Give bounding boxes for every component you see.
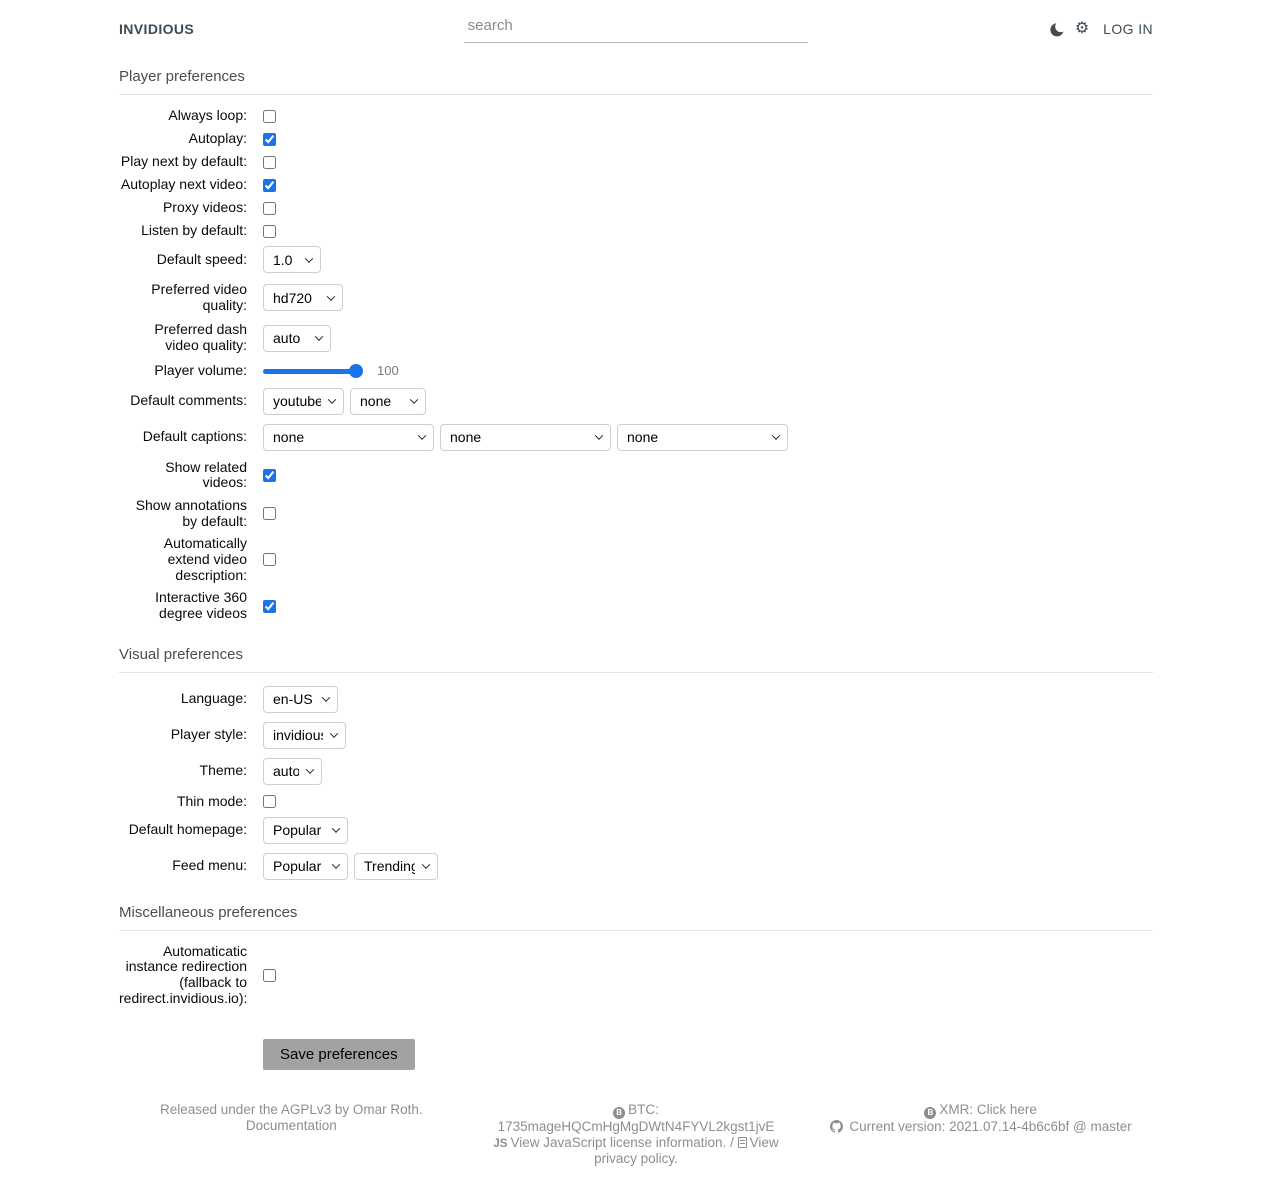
default-homepage-label: Default homepage:	[128, 821, 247, 838]
preferences-form	[119, 68, 1153, 1070]
javascript-icon: JS	[493, 1137, 508, 1150]
version-link[interactable]: Current version: 2021.07.14-4b6c6bf @ master	[849, 1119, 1132, 1135]
gear-icon: ⚙	[1074, 20, 1090, 37]
dash-quality-select[interactable]	[263, 325, 331, 352]
autoplay-row	[119, 131, 1153, 147]
autoplay-next-label: Autoplay next video:	[120, 176, 247, 193]
vr-mode-row	[119, 590, 1153, 621]
default-captions-select-3[interactable]	[617, 424, 788, 451]
feed-menu-select-2[interactable]	[354, 853, 438, 880]
feed-menu-select-1[interactable]	[263, 853, 348, 880]
theme-label: Theme:	[199, 762, 247, 779]
vr-mode-checkbox[interactable]	[263, 600, 276, 613]
thin-mode-checkbox[interactable]	[263, 795, 276, 808]
dash-quality-row	[119, 322, 1153, 353]
github-icon	[830, 1121, 847, 1136]
navbar-search-area	[464, 15, 809, 43]
proxy-videos-label: Proxy videos:	[162, 199, 247, 216]
autoplay-checkbox[interactable]	[263, 133, 276, 146]
default-speed-select[interactable]	[263, 246, 321, 273]
navbar-brand-area	[119, 21, 464, 37]
listen-default-row	[119, 223, 1153, 239]
document-icon	[738, 1137, 747, 1148]
always-loop-row	[119, 108, 1153, 124]
dark-mode-toggle[interactable]	[1050, 22, 1065, 37]
default-homepage-select[interactable]	[263, 817, 348, 844]
default-comments-row	[119, 388, 1153, 415]
language-row	[119, 686, 1153, 713]
bitcoin-icon: B	[613, 1107, 625, 1119]
theme-select[interactable]	[263, 758, 322, 785]
language-select[interactable]	[263, 686, 338, 713]
btc-address: BTC: 1735mageHQCmHgMgDWtN4FYVL2kgst1jvE	[497, 1102, 775, 1135]
listen-default-label: Listen by default:	[141, 222, 247, 239]
footer-version-column	[808, 1102, 1153, 1166]
language-label: Language:	[180, 690, 247, 707]
player-volume-value: 100	[377, 363, 399, 379]
slider-track	[263, 369, 363, 374]
annotations-checkbox[interactable]	[263, 507, 276, 520]
player-volume-slider[interactable]	[263, 364, 363, 378]
auto-redirect-label: Automaticatic instance redirection (fallback to redirect.invidious.io):	[119, 942, 248, 1006]
footer-donate-column	[464, 1102, 809, 1166]
documentation-link[interactable]: Documentation	[245, 1117, 337, 1133]
default-comments-select-1[interactable]	[263, 388, 344, 415]
auto-redirect-row	[119, 944, 1153, 1007]
always-loop-label: Always loop:	[168, 107, 247, 124]
js-license-link[interactable]: View JavaScript license information.	[510, 1134, 727, 1150]
feed-menu-label: Feed menu:	[172, 857, 247, 874]
related-videos-label: Show related videos:	[165, 458, 247, 491]
default-captions-select-2[interactable]	[440, 424, 611, 451]
listen-default-checkbox[interactable]	[263, 225, 276, 238]
default-captions-label: Default captions:	[142, 428, 247, 445]
monero-icon: B	[924, 1107, 936, 1119]
license-text: Released under the AGPLv3 by Omar Roth.	[160, 1102, 423, 1118]
default-comments-select-2[interactable]	[350, 388, 426, 415]
vr-mode-label: Interactive 360 degree videos	[155, 589, 247, 622]
brand-link[interactable]: INVIDIOUS	[119, 21, 195, 37]
autoplay-next-checkbox[interactable]	[263, 179, 276, 192]
top-navbar	[119, 0, 1153, 44]
extend-description-checkbox[interactable]	[263, 553, 276, 566]
related-videos-checkbox[interactable]	[263, 469, 276, 482]
play-next-row	[119, 154, 1153, 170]
player-volume-label: Player volume:	[154, 361, 247, 378]
theme-row	[119, 758, 1153, 785]
always-loop-checkbox[interactable]	[263, 110, 276, 123]
page	[119, 0, 1153, 1190]
search-input[interactable]	[464, 15, 809, 43]
annotations-label: Show annotations by default:	[135, 497, 247, 529]
default-homepage-row	[119, 817, 1153, 844]
default-speed-row	[119, 246, 1153, 273]
visual-preferences-heading: Visual preferences	[119, 646, 1153, 673]
dash-quality-label: Preferred dash video quality:	[154, 321, 247, 354]
related-videos-row	[119, 460, 1153, 491]
xmr-link[interactable]: XMR: Click here	[939, 1102, 1037, 1118]
moon-icon	[1050, 22, 1065, 37]
save-preferences-button[interactable]: Save preferences	[263, 1039, 415, 1070]
video-quality-select[interactable]	[263, 284, 343, 311]
misc-preferences-heading: Miscellaneous preferences	[119, 904, 1153, 931]
player-style-label: Player style:	[170, 726, 247, 743]
login-link[interactable]: LOG IN	[1103, 21, 1154, 37]
default-comments-label: Default comments:	[130, 392, 247, 409]
autoplay-label: Autoplay:	[188, 130, 247, 147]
extend-description-row	[119, 536, 1153, 583]
video-quality-label: Preferred video quality:	[151, 281, 247, 313]
preferences-link[interactable]	[1075, 21, 1089, 37]
play-next-checkbox[interactable]	[263, 156, 276, 169]
player-style-row	[119, 722, 1153, 749]
player-volume-row	[119, 363, 1153, 379]
slider-thumb[interactable]	[349, 364, 363, 378]
feed-menu-row	[119, 853, 1153, 880]
navbar-user-area	[808, 21, 1153, 37]
play-next-label: Play next by default:	[120, 153, 247, 170]
proxy-videos-row	[119, 200, 1153, 216]
annotations-row	[119, 498, 1153, 529]
footer-separator: /	[726, 1134, 738, 1150]
thin-mode-row	[119, 794, 1153, 810]
default-captions-select-1[interactable]	[263, 424, 434, 451]
page-footer	[119, 1102, 1153, 1190]
default-captions-row	[119, 424, 1153, 451]
default-speed-label: Default speed:	[156, 250, 247, 267]
proxy-videos-checkbox[interactable]	[263, 202, 276, 215]
video-quality-row	[119, 282, 1153, 313]
player-preferences-heading: Player preferences	[119, 68, 1153, 95]
footer-license-column	[119, 1102, 464, 1166]
extend-description-label: Automatically extend video description:	[163, 535, 247, 583]
auto-redirect-checkbox[interactable]	[263, 969, 276, 982]
autoplay-next-row	[119, 177, 1153, 193]
thin-mode-label: Thin mode:	[176, 792, 247, 809]
player-style-select[interactable]	[263, 722, 346, 749]
privacy-policy-link[interactable]: View privacy policy.	[594, 1134, 779, 1166]
